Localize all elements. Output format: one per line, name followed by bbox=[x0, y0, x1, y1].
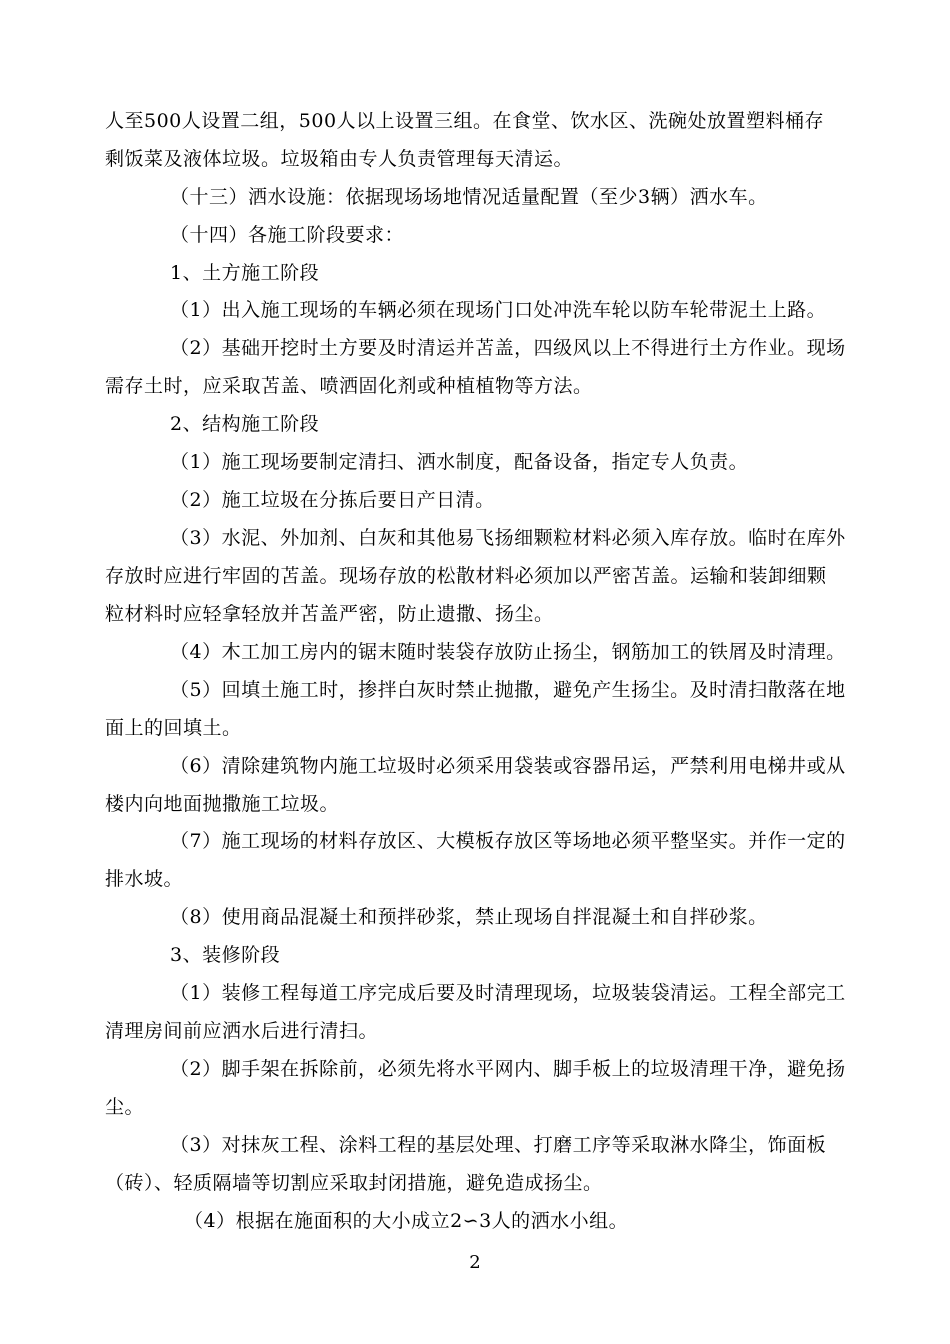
text-line: 粒材料时应轻拿轻放并苫盖严密，防止遗撒、扬尘。 bbox=[105, 603, 554, 625]
text-line: （4）木工加工房内的锯末随时装袋存放防止扬尘，钢筋加工的铁屑及时清理。 bbox=[170, 641, 846, 663]
text-line: （7）施工现场的材料存放区、大模板存放区等场地必须平整坚实。并作一定的 bbox=[170, 830, 846, 852]
text-line: 人至500人设置二组，500人以上设置三组。在食堂、饮水区、洗碗处放置塑料桶存 bbox=[105, 110, 825, 132]
text-line: （3）水泥、外加剂、白灰和其他易飞扬细颗粒材料必须入库存放。临时在库外 bbox=[170, 527, 846, 549]
page-number: 2 bbox=[469, 1252, 481, 1273]
text-line: 清理房间前应洒水后进行清扫。 bbox=[105, 1020, 379, 1042]
text-line: （6）清除建筑物内施工垃圾时必须采用袋装或容器吊运，严禁利用电梯井或从 bbox=[170, 755, 846, 777]
text-line: （2）基础开挖时土方要及时清运并苫盖，四级风以上不得进行土方作业。现场 bbox=[170, 337, 846, 359]
section-heading: 2、结构施工阶段 bbox=[170, 413, 320, 435]
text-line: （砖）、轻质隔墙等切割应采取封闭措施，避免造成扬尘。 bbox=[105, 1172, 603, 1194]
text-line: （8）使用商品混凝土和预拌砂浆，禁止现场自拌混凝土和自拌砂浆。 bbox=[170, 906, 768, 928]
text-line: （5）回填土施工时，掺拌白灰时禁止抛撒，避免产生扬尘。及时清扫散落在地 bbox=[170, 679, 846, 701]
text-line: 需存土时，应采取苫盖、喷洒固化剂或种植植物等方法。 bbox=[105, 375, 593, 397]
text-line: 剩饭菜及液体垃圾。垃圾箱由专人负责管理每天清运。 bbox=[105, 148, 574, 170]
text-line: 存放时应进行牢固的苫盖。现场存放的松散材料必须加以严密苫盖。运输和装卸细颗 bbox=[105, 565, 827, 587]
text-line: 楼内向地面抛撒施工垃圾。 bbox=[105, 793, 340, 815]
text-line: （4）根据在施面积的大小成立2∽3人的洒水小组。 bbox=[184, 1210, 629, 1232]
text-line: （1）装修工程每道工序完成后要及时清理现场，垃圾装袋清运。工程全部完工 bbox=[170, 982, 846, 1004]
text-line: （2）脚手架在拆除前，必须先将水平网内、脚手板上的垃圾清理干净，避免扬 bbox=[170, 1058, 846, 1080]
text-line: 尘。 bbox=[105, 1096, 145, 1118]
text-line: （十四）各施工阶段要求： bbox=[170, 224, 405, 246]
text-line: （3）对抹灰工程、涂料工程的基层处理、打磨工序等采取淋水降尘，饰面板 bbox=[170, 1134, 827, 1156]
text-line: （2）施工垃圾在分拣后要日产日清。 bbox=[170, 489, 495, 511]
text-line: （1）出入施工现场的车辆必须在现场门口处冲洗车轮以防车轮带泥土上路。 bbox=[170, 299, 827, 321]
text-line: 排水坡。 bbox=[105, 868, 184, 890]
section-heading: 3、装修阶段 bbox=[170, 944, 281, 966]
text-line: （1）施工现场要制定清扫、洒水制度，配备设备，指定专人负责。 bbox=[170, 451, 749, 473]
text-line: 面上的回填土。 bbox=[105, 717, 242, 739]
text-line: （十三）洒水设施：依据现场场地情况适量配置（至少3辆）洒水车。 bbox=[170, 186, 768, 208]
section-heading: 1、土方施工阶段 bbox=[170, 262, 320, 284]
